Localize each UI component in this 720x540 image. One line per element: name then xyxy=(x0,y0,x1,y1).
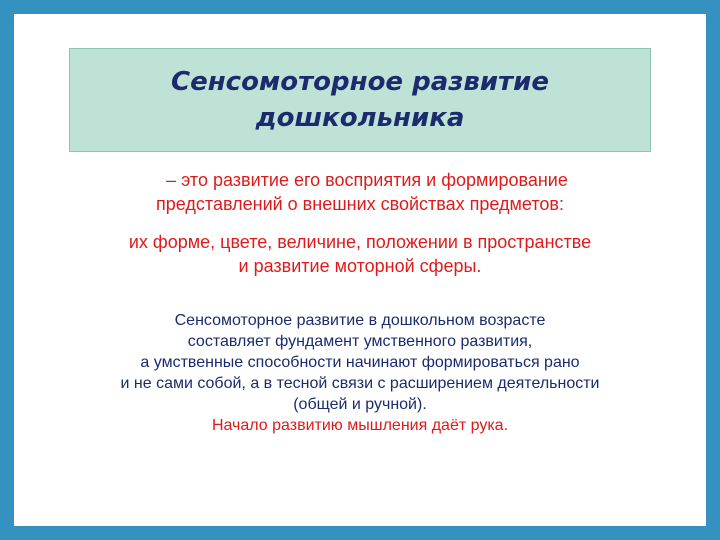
paragraph-highlight: Начало развитию мышления даёт рука. xyxy=(211,417,509,434)
definition-block-2 xyxy=(14,230,706,278)
paragraph-line-2: составляет фундамент умственного развития, xyxy=(187,333,533,350)
title-line-1: Сенсомоторное развитие xyxy=(171,67,549,97)
definition-line-4: и развитие моторной сферы. xyxy=(238,256,482,276)
title-box xyxy=(69,48,651,152)
paragraph-line-1: Сенсомоторное развитие в дошкольном возрасте xyxy=(174,312,546,329)
paragraph-line-5: (общей и ручной). xyxy=(293,396,427,413)
definition-line-1: – это развитие его восприятия и формирование xyxy=(166,170,568,190)
definition-line-2: представлений о внешних свойствах предметов: xyxy=(156,194,564,214)
paragraph-block xyxy=(14,310,706,436)
definition-line-3: их форме, цвете, величине, положении в пространстве xyxy=(128,232,592,252)
paragraph-line-3: а умственные способности начинают формироваться рано xyxy=(140,354,580,371)
paragraph-line-4: и не сами собой, а в тесной связи с расширением деятельности xyxy=(120,375,600,392)
definition-block-1 xyxy=(14,168,706,216)
title-line-2: дошкольника xyxy=(255,103,465,133)
slide xyxy=(14,14,706,526)
